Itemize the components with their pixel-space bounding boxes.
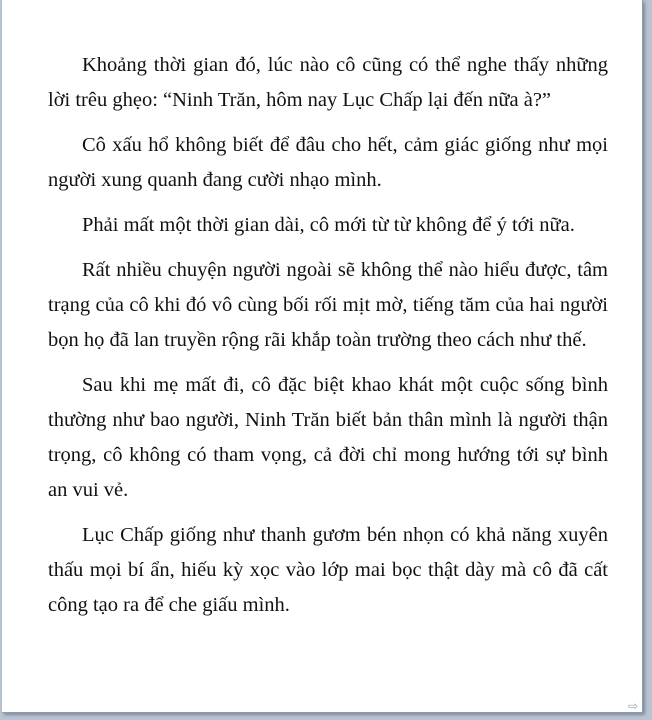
paragraph-5: Sau khi mẹ mất đi, cô đặc biệt khao khát một cuộc sống bình thường như bao người, Ninh Trăn biết bản thân mình là người thận trọng, cô không có tham vọng, cả đời chỉ mong hướng tới sự bình an vui vẻ.	[48, 374, 608, 501]
paragraph-1: Khoảng thời gian đó, lúc nào cô cũng có thể nghe thấy những lời trêu ghẹo: “Ninh Trăn, hôm nay Lục Chấp lại đến nữa à?”	[48, 54, 608, 111]
document-body	[48, 48, 608, 623]
paragraph-2: Cô xấu hổ không biết để đâu cho hết, cảm giác giống như mọi người xung quanh đang cười nhạo mình.	[48, 134, 608, 191]
next-page-arrow-icon[interactable]: ⇨	[628, 699, 639, 713]
paragraph-3: Phải mất một thời gian dài, cô mới từ từ không để ý tới nữa.	[82, 214, 575, 236]
paragraph-4: Rất nhiều chuyện người ngoài sẽ không thể nào hiểu được, tâm trạng của cô khi đó vô cùng bối rối mịt mờ, tiếng tăm của hai người bọn họ đã lan truyền rộng rãi khắp toàn trường theo cách như thế.	[48, 259, 608, 351]
document-page	[2, 0, 643, 713]
paragraph-6: Lục Chấp giống như thanh gươm bén nhọn có khả năng xuyên thấu mọi bí ẩn, hiếu kỳ xọc vào lớp mai bọc thật dày mà cô đã cất công tạo ra để che giấu mình.	[48, 524, 608, 616]
